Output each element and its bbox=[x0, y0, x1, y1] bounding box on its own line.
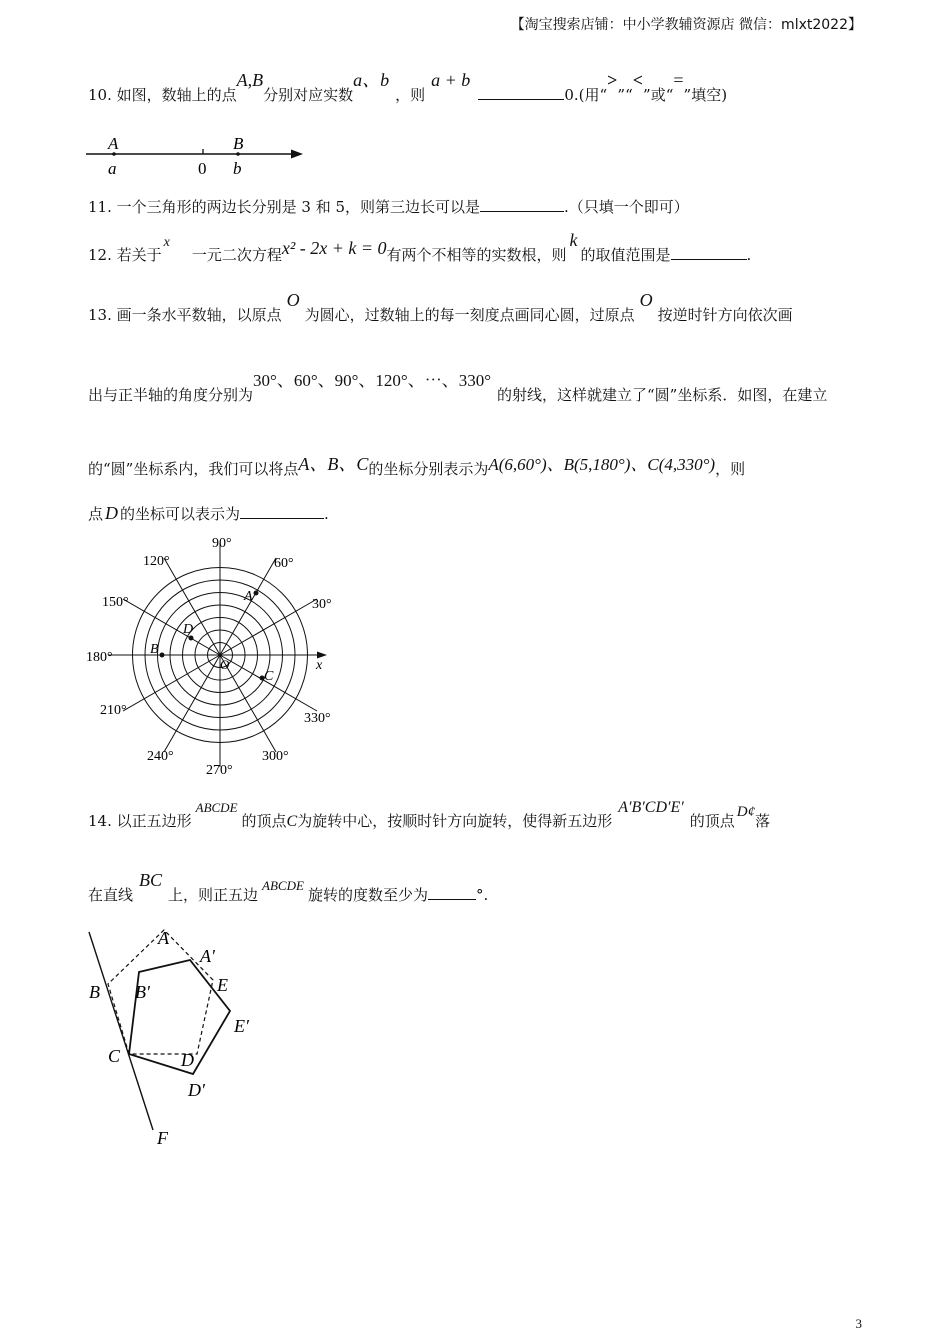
q14-dprime: D¢ bbox=[736, 804, 756, 820]
label-B: B bbox=[89, 982, 100, 1002]
q13-text-5: 的射线，这样就建立了“圆”坐标系．如图，在建立 bbox=[497, 386, 828, 404]
q14-text-9: °. bbox=[475, 886, 489, 904]
q14-BC: BC bbox=[139, 870, 163, 890]
q12-text-1: 12. 若关于 bbox=[88, 246, 162, 264]
label-A: A bbox=[108, 134, 119, 153]
label-D-prime: D′ bbox=[188, 1080, 205, 1100]
q13-text-2: 为圆心，过数轴上的每一刻度点画同心圆，过原点 bbox=[304, 306, 635, 324]
angle-label-330: 330° bbox=[304, 711, 331, 726]
q13-angles: 30°、60°、90°、120°、⋯、330° bbox=[253, 371, 492, 390]
angle-label-60: 60° bbox=[274, 556, 294, 571]
question-14-line-1 bbox=[88, 799, 771, 831]
label-A: A bbox=[158, 928, 169, 948]
q13-O-1: O bbox=[286, 290, 300, 310]
question-13-line-2 bbox=[88, 371, 828, 405]
angle-label-180: 180° bbox=[86, 650, 113, 665]
q14-text-4: 的顶点 bbox=[689, 812, 735, 830]
q14-C: C bbox=[286, 813, 298, 830]
q14-text-8: 旋转的度数至少为 bbox=[307, 886, 428, 904]
angle-label-270: 270° bbox=[206, 763, 233, 778]
number-line-figure bbox=[80, 130, 320, 180]
q13-blank bbox=[240, 518, 324, 519]
x-axis-label: x bbox=[316, 658, 323, 673]
angle-label-240: 240° bbox=[147, 749, 174, 764]
polar-coordinate-figure bbox=[80, 528, 350, 778]
origin-label: O bbox=[220, 657, 230, 672]
q12-blank bbox=[671, 259, 747, 260]
q10-text-1: 10. 如图，数轴上的点 bbox=[88, 86, 237, 104]
label-B: B bbox=[233, 134, 244, 153]
pentagon-ABCDE bbox=[108, 930, 213, 1054]
q12-text-2: 一元二次方程 bbox=[191, 246, 282, 264]
angle-label-120: 120° bbox=[143, 554, 170, 569]
angle-label-30: 30° bbox=[312, 597, 332, 612]
label-D: D bbox=[181, 1050, 194, 1070]
q13-coords: A(6,60°)、B(5,180°)、C(4,330°) bbox=[488, 455, 716, 474]
q14-text-1: 14. 以正五边形 bbox=[88, 812, 192, 830]
q10-points: A,B bbox=[236, 70, 264, 90]
label-b: b bbox=[233, 159, 242, 178]
page-header: 【淘宝搜索店铺：中小学教辅资源店 微信：mlxt2022】 bbox=[510, 17, 862, 33]
number-line-arrow bbox=[291, 150, 303, 159]
q10-text-4: 0.(用“ bbox=[564, 86, 608, 104]
label-C: C bbox=[264, 669, 274, 684]
q10-text-7: ”填空) bbox=[683, 86, 728, 104]
q14-text-7: 上，则正五边 bbox=[168, 886, 259, 904]
angle-label-210: 210° bbox=[100, 703, 127, 718]
label-D: D bbox=[183, 622, 194, 637]
q12-text-4: 的取值范围是 bbox=[580, 246, 671, 264]
q13-text-4: 出与正半轴的角度分别为 bbox=[88, 386, 254, 404]
q14-text-6: 在直线 bbox=[88, 886, 134, 904]
q13-O-2: O bbox=[639, 290, 653, 310]
q11-blank bbox=[480, 211, 564, 212]
q14-abcde: ABCDE bbox=[195, 800, 238, 815]
question-10 bbox=[88, 70, 728, 106]
question-11 bbox=[88, 196, 689, 217]
q13-D: D bbox=[105, 503, 119, 523]
q14-blank bbox=[428, 899, 476, 900]
q12-text-5: . bbox=[746, 246, 752, 264]
q10-gt: > bbox=[607, 70, 618, 90]
q11-text-2: .（只填一个即可） bbox=[564, 198, 689, 216]
q14-text-3: 为旋转中心，按顺时针方向旋转，使得新五边形 bbox=[297, 812, 613, 830]
q13-text-11: . bbox=[324, 505, 329, 523]
label-zero: 0 bbox=[198, 159, 207, 178]
question-13-line-4 bbox=[88, 503, 329, 524]
question-14-line-2 bbox=[88, 870, 489, 905]
point-B-dot bbox=[160, 653, 165, 658]
label-C: C bbox=[108, 1046, 121, 1066]
label-B: B bbox=[150, 642, 159, 657]
q14-text-5: 落 bbox=[755, 812, 771, 830]
q13-text-7: 的坐标分别表示为 bbox=[368, 460, 489, 478]
question-13-line-1 bbox=[88, 290, 793, 325]
q10-expr: a + b bbox=[431, 70, 471, 90]
q10-text-6: ”或“ bbox=[643, 86, 674, 104]
q10-text-3: ，则 bbox=[395, 86, 426, 104]
q13-text-6: 的“圆”坐标系内，我们可以将点 bbox=[88, 460, 299, 478]
label-E: E bbox=[217, 975, 228, 995]
q12-x: x bbox=[163, 235, 170, 250]
q13-text-8: ，则 bbox=[715, 460, 746, 478]
angle-label-150: 150° bbox=[102, 595, 129, 610]
q10-lt: < bbox=[632, 70, 644, 90]
label-a: a bbox=[108, 159, 117, 178]
q10-eq: = bbox=[673, 70, 684, 90]
q13-text-9: 点 bbox=[88, 505, 104, 523]
question-13-line-3 bbox=[88, 454, 745, 480]
q13-points: A、B、C bbox=[298, 454, 369, 474]
angle-label-90: 90° bbox=[212, 536, 232, 551]
line-BF bbox=[89, 932, 153, 1130]
pentagon-rotation-figure bbox=[80, 926, 280, 1156]
label-E-prime: E′ bbox=[234, 1016, 249, 1036]
q12-text-3: 有两个不相等的实数根，则 bbox=[386, 246, 567, 264]
q10-vars: a、b bbox=[353, 70, 390, 90]
page-number: 3 bbox=[855, 1316, 862, 1331]
q10-text-2: 分别对应实数 bbox=[263, 86, 354, 104]
q13-text-10: 的坐标可以表示为 bbox=[120, 505, 241, 523]
q14-new-pentagon: A′B′CD′E′ bbox=[618, 799, 684, 816]
point-A-dot bbox=[254, 591, 259, 596]
q12-equation: x² - 2x + k = 0 bbox=[281, 238, 387, 258]
label-A-prime: A′ bbox=[200, 946, 215, 966]
q12-k: k bbox=[569, 230, 578, 250]
q10-text-5: ”“ bbox=[617, 86, 633, 104]
q10-blank bbox=[478, 99, 564, 100]
q11-text-1: 11. 一个三角形的两边长分别是 3 和 5，则第三边长可以是 bbox=[88, 198, 481, 216]
label-B-prime: B′ bbox=[135, 982, 150, 1002]
q14-text-2: 的顶点 bbox=[241, 812, 287, 830]
question-12 bbox=[88, 230, 752, 265]
angle-label-300: 300° bbox=[262, 749, 289, 764]
label-A: A bbox=[244, 589, 253, 604]
q13-text-1: 13. 画一条水平数轴，以原点 bbox=[88, 306, 282, 324]
q14-abcde-2: ABCDE bbox=[262, 878, 304, 893]
pentagon-rotated bbox=[129, 960, 230, 1074]
q13-text-3: 按逆时针方向依次画 bbox=[657, 306, 793, 324]
label-F: F bbox=[157, 1128, 168, 1148]
